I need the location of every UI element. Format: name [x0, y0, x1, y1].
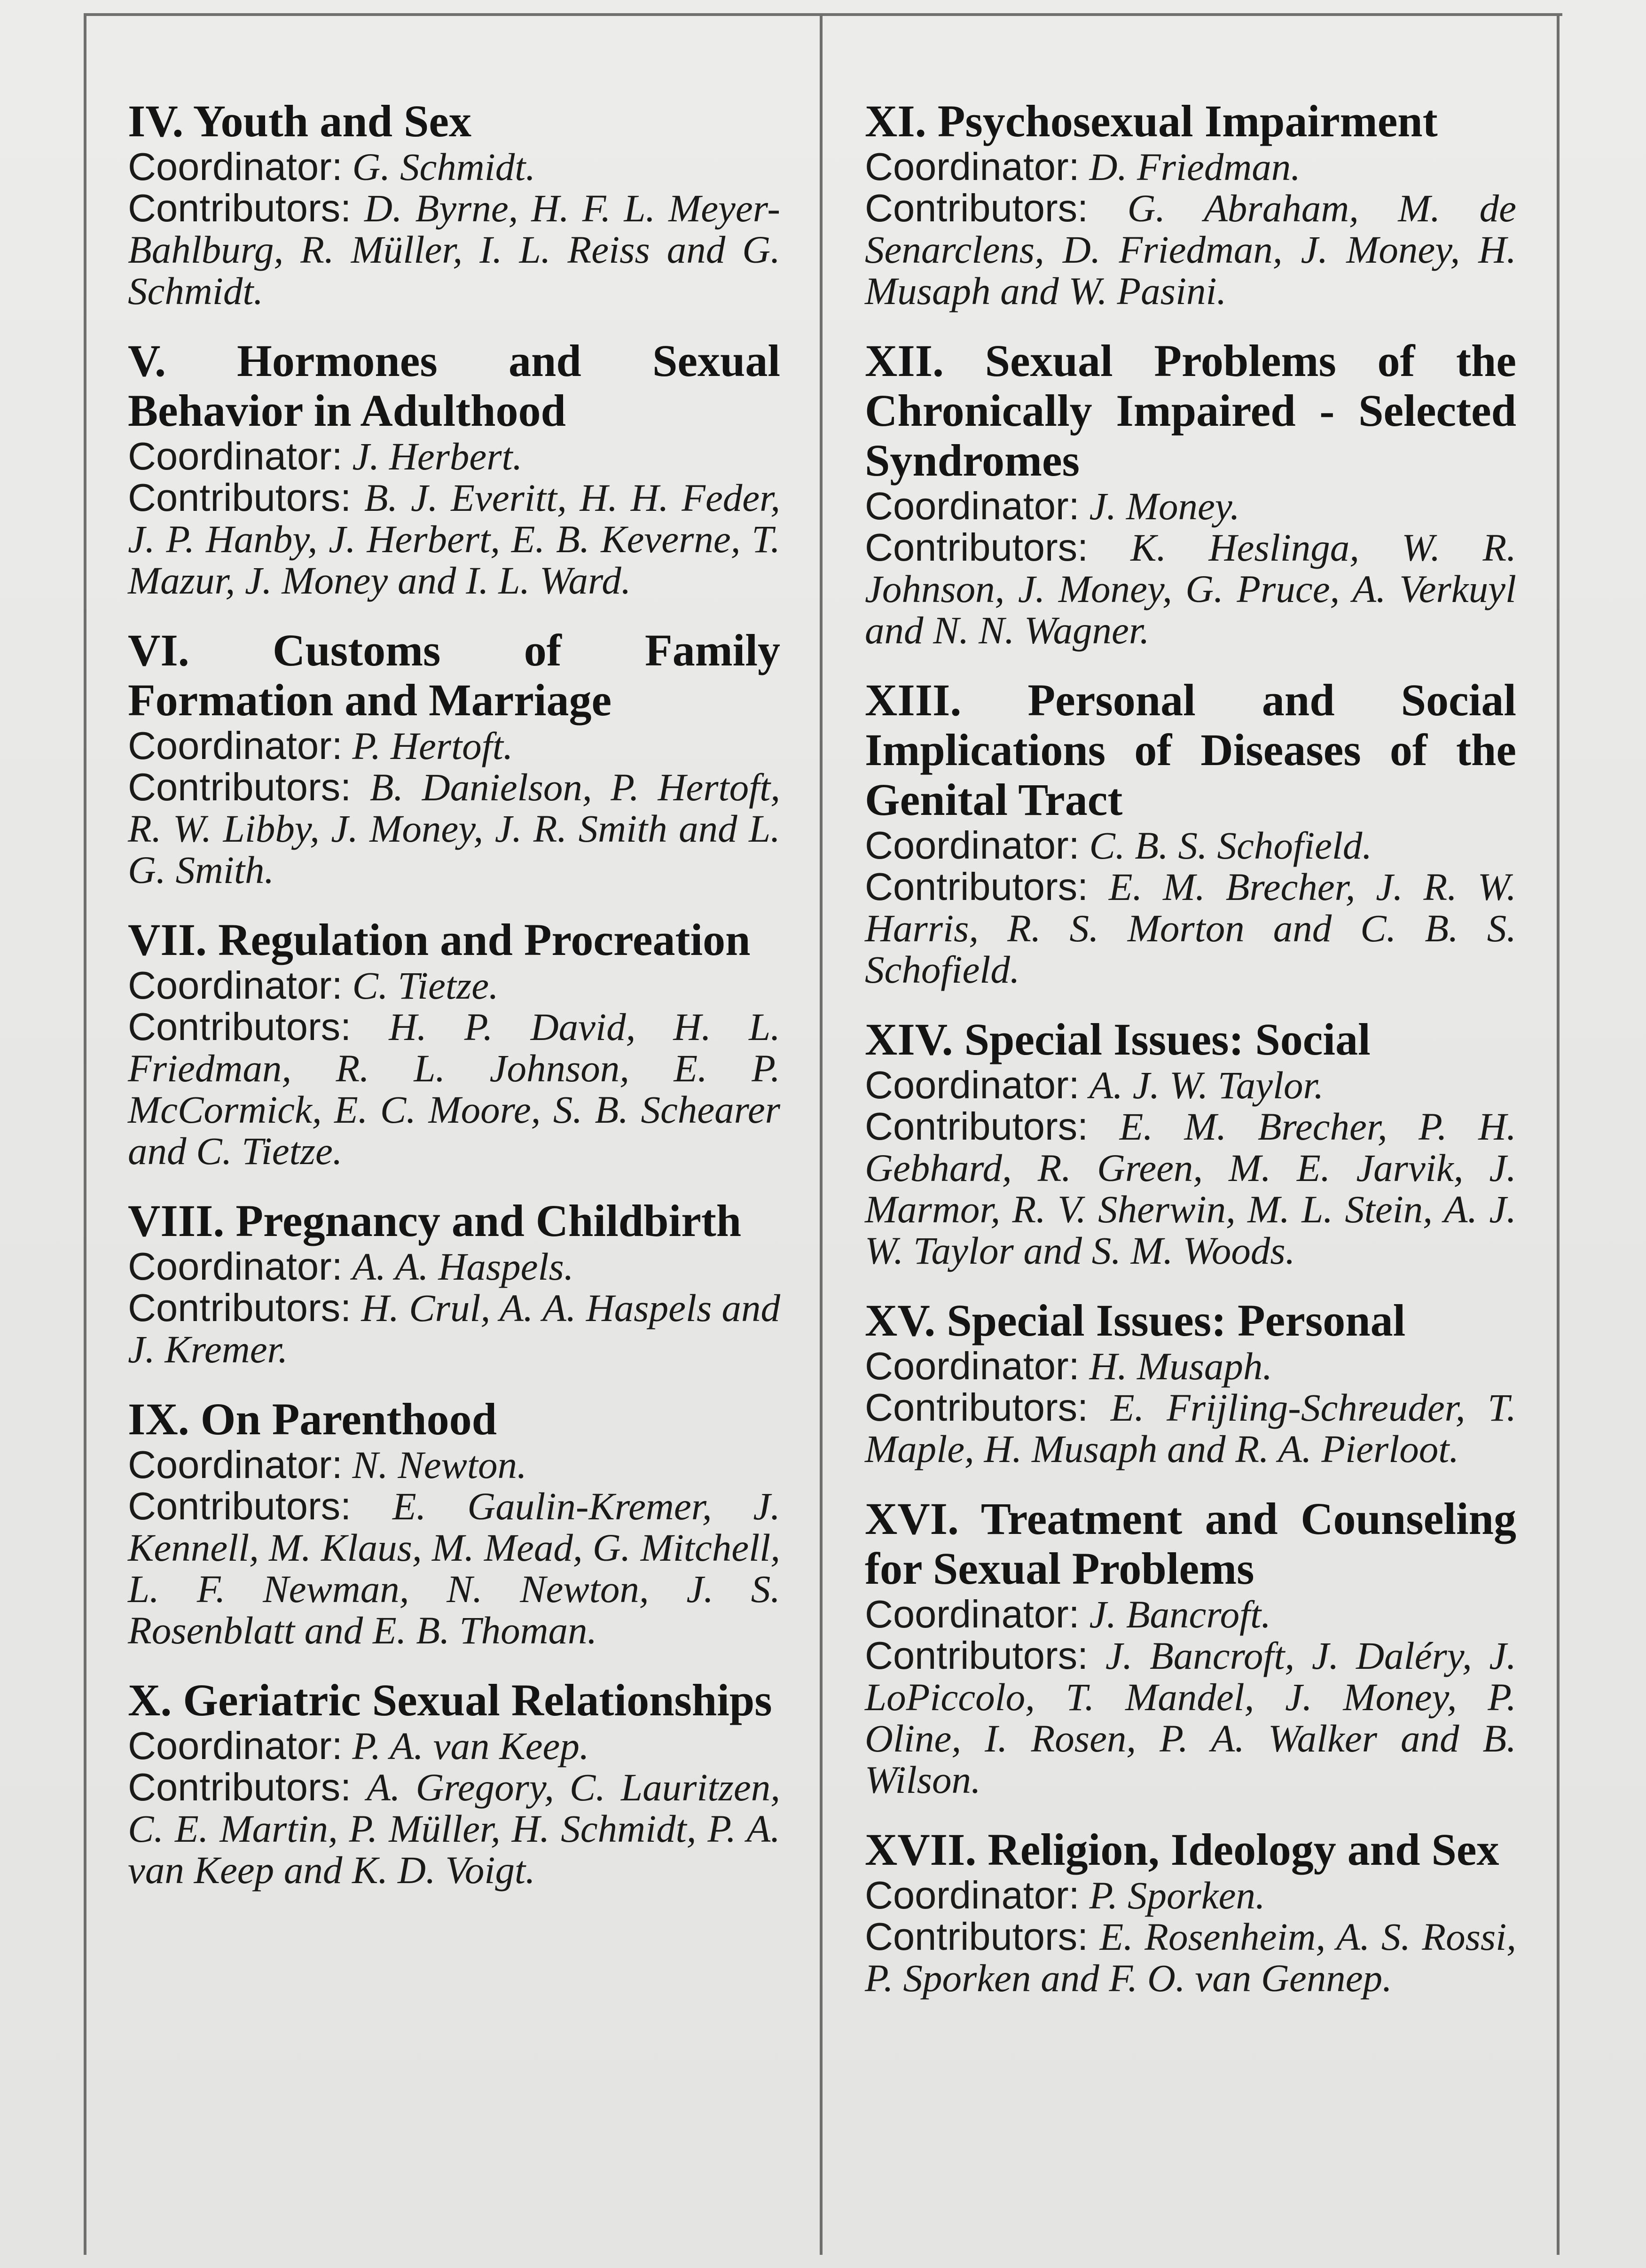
section-title: X. Geriatric Sexual Relationships [128, 1675, 772, 1725]
section-title: XIII. Personal and Social Implications of Diseases of the Genital Tract [865, 675, 1516, 825]
coordinator-name: C. Tietze. [352, 964, 499, 1007]
section-title: VI. Customs of Family Formation and Marriage [128, 625, 780, 725]
coordinator-line [865, 825, 1516, 866]
coordinator-label: Coordinator: [128, 1244, 343, 1288]
contributors-label: Contributors: [128, 1286, 352, 1330]
coordinator-label: Coordinator: [128, 434, 343, 478]
coordinator-line [128, 1444, 780, 1486]
contributors-line [128, 766, 780, 891]
top-rule [84, 13, 1562, 16]
coordinator-name: J. Money. [1089, 485, 1240, 528]
left-border-rule [84, 13, 86, 2255]
contributors-names: A. Gregory, C. Lauritzen, C. E. Martin, P. Müller, H. Schmidt, P. A. van Keep and K. D. Voigt. [128, 1766, 780, 1892]
coordinator-line [865, 1594, 1516, 1635]
contributors-label: Contributors: [128, 1765, 352, 1809]
coordinator-name: C. B. S. Schofield. [1089, 824, 1372, 867]
column-divider [820, 13, 823, 2255]
coordinator-line [128, 436, 780, 477]
coordinator-label: Coordinator: [865, 823, 1080, 867]
coordinator-name: A. J. W. Taylor. [1089, 1064, 1324, 1107]
contributors-names: B. Danielson, P. Hertoft, R. W. Libby, J. Money, J. R. Smith and L. G. Smith. [128, 766, 780, 892]
coordinator-label: Coordinator: [865, 484, 1080, 528]
contributors-line [128, 1006, 780, 1172]
contributors-line [128, 1287, 780, 1370]
contributors-line [865, 527, 1516, 651]
coordinator-name: D. Friedman. [1089, 145, 1301, 188]
coordinator-label: Coordinator: [865, 145, 1080, 188]
contributors-line [865, 1106, 1516, 1271]
contributors-line [865, 1387, 1516, 1470]
coordinator-line [128, 725, 780, 766]
contributors-names: E. M. Brecher, P. H. Gebhard, R. Green, M. E. Jarvik, J. Marmor, R. V. Sherwin, M. L. Stein, A. J. W. Taylor and S. M. Woods. [865, 1105, 1516, 1272]
section-viii [128, 1196, 780, 1370]
coordinator-line [128, 1725, 780, 1767]
section-title: IX. On Parenthood [128, 1394, 497, 1444]
coordinator-name: G. Schmidt. [352, 145, 536, 188]
contributors-names: J. Bancroft, J. Daléry, J. LoPiccolo, T. Mandel, J. Money, P. Oline, I. Rosen, P. A. Walker and B. Wilson. [865, 1634, 1517, 1801]
contributors-line [865, 866, 1516, 990]
contributors-label: Contributors: [865, 186, 1089, 230]
contributors-line [128, 1767, 780, 1891]
section-xv [865, 1296, 1516, 1470]
section-ix [128, 1394, 780, 1651]
contributors-label: Contributors: [128, 1005, 352, 1048]
contributors-label: Contributors: [128, 186, 352, 230]
contributors-names: E. M. Brecher, J. R. W. Harris, R. S. Morton and C. B. S. Schofield. [865, 865, 1516, 991]
section-title: IV. Youth and Sex [128, 96, 471, 146]
section-title: VIII. Pregnancy and Childbirth [128, 1196, 742, 1246]
coordinator-name: H. Musaph. [1089, 1345, 1273, 1388]
coordinator-line [128, 146, 780, 188]
coordinator-line [128, 965, 780, 1006]
contributors-names: G. Abraham, M. de Senarclens, D. Friedman, J. Money, H. Musaph and W. Pasini. [865, 187, 1517, 313]
contributors-line [865, 1635, 1516, 1800]
contributors-names: D. Byrne, H. F. L. Meyer-Bahlburg, R. Müller, I. L. Reiss and G. Schmidt. [128, 187, 781, 313]
contributors-names: E. Gaulin-Kremer, J. Kennell, M. Klaus, M. Mead, G. Mitchell, L. F. Newman, N. Newton, J. S. Rosenblatt and E. B. Thoman. [128, 1485, 781, 1652]
coordinator-name: J. Herbert. [352, 435, 523, 478]
coordinator-label: Coordinator: [865, 1873, 1080, 1917]
right-column [865, 96, 1516, 1999]
coordinator-label: Coordinator: [128, 145, 343, 188]
section-vi [128, 626, 780, 891]
coordinator-label: Coordinator: [128, 724, 343, 767]
contributors-names: K. Heslinga, W. R. Johnson, J. Money, G. Pruce, A. Verkuyl and N. N. Wagner. [865, 526, 1516, 652]
contributors-line [128, 477, 780, 601]
section-xii [865, 336, 1516, 651]
contributors-names: H. Crul, A. A. Haspels and J. Kremer. [128, 1286, 780, 1371]
coordinator-name: P. Sporken. [1089, 1874, 1265, 1917]
section-title: XI. Psychosexual Impairment [865, 96, 1438, 146]
contributors-line [128, 1486, 780, 1651]
right-border-rule [1557, 13, 1560, 2255]
contributors-line [128, 188, 780, 312]
contributors-line [865, 188, 1516, 312]
contributors-names: E. Frijling-Schreuder, T. Maple, H. Musaph and R. A. Pierloot. [865, 1386, 1517, 1470]
section-xi [865, 96, 1516, 312]
contributors-label: Contributors: [865, 865, 1089, 908]
contributors-label: Contributors: [865, 1385, 1089, 1429]
section-title: XIV. Special Issues: Social [865, 1014, 1371, 1064]
section-x [128, 1675, 780, 1891]
section-title: XVII. Religion, Ideology and Sex [865, 1824, 1499, 1875]
coordinator-name: N. Newton. [352, 1443, 527, 1486]
section-iv [128, 96, 780, 312]
coordinator-label: Coordinator: [128, 963, 343, 1007]
coordinator-label: Coordinator: [865, 1592, 1080, 1636]
contributors-label: Contributors: [865, 1634, 1089, 1677]
contributors-names: H. P. David, H. L. Friedman, R. L. Johnson, E. P. McCormick, E. C. Moore, S. B. Schearer and C. Tietze. [128, 1005, 780, 1173]
coordinator-line [128, 1246, 780, 1287]
section-title: XV. Special Issues: Personal [865, 1295, 1406, 1345]
contributors-label: Contributors: [865, 1915, 1089, 1958]
contributors-label: Contributors: [865, 1104, 1089, 1148]
section-vii [128, 915, 780, 1172]
contributors-label: Contributors: [128, 476, 352, 519]
coordinator-line [865, 1345, 1516, 1387]
contributors-names: E. Rosenheim, A. S. Rossi, P. Sporken and F. O. van Gennep. [865, 1915, 1516, 2000]
coordinator-line [865, 1064, 1516, 1106]
section-title: V. Hormones and Sexual Behavior in Adulthood [128, 336, 780, 436]
coordinator-name: A. A. Haspels. [352, 1245, 574, 1288]
contributors-line [865, 1916, 1516, 1999]
section-title: XVI. Treatment and Counseling for Sexual Problems [865, 1494, 1516, 1594]
coordinator-name: J. Bancroft. [1089, 1593, 1271, 1636]
contributors-label: Contributors: [128, 1484, 352, 1528]
coordinator-label: Coordinator: [128, 1443, 343, 1486]
section-xiii [865, 675, 1516, 990]
coordinator-line [865, 146, 1516, 188]
coordinator-name: P. Hertoft. [352, 724, 513, 767]
section-v [128, 336, 780, 601]
coordinator-line [865, 485, 1516, 527]
coordinator-line [865, 1875, 1516, 1916]
section-title: XII. Sexual Problems of the Chronically Impaired - Selected Syndromes [865, 336, 1516, 485]
section-xvii [865, 1825, 1516, 1999]
section-xvi [865, 1494, 1516, 1800]
contributors-label: Contributors: [865, 525, 1089, 569]
contributors-label: Contributors: [128, 765, 352, 809]
coordinator-label: Coordinator: [128, 1724, 343, 1767]
contributors-names: B. J. Everitt, H. H. Feder, J. P. Hanby, J. Herbert, E. B. Keverne, T. Mazur, J. Money and I. L. Ward. [128, 476, 780, 602]
section-title: VII. Regulation and Procreation [128, 915, 751, 965]
section-xiv [865, 1015, 1516, 1271]
left-column [128, 96, 780, 1891]
coordinator-label: Coordinator: [865, 1344, 1080, 1388]
coordinator-name: P. A. van Keep. [352, 1724, 589, 1767]
coordinator-label: Coordinator: [865, 1063, 1080, 1107]
